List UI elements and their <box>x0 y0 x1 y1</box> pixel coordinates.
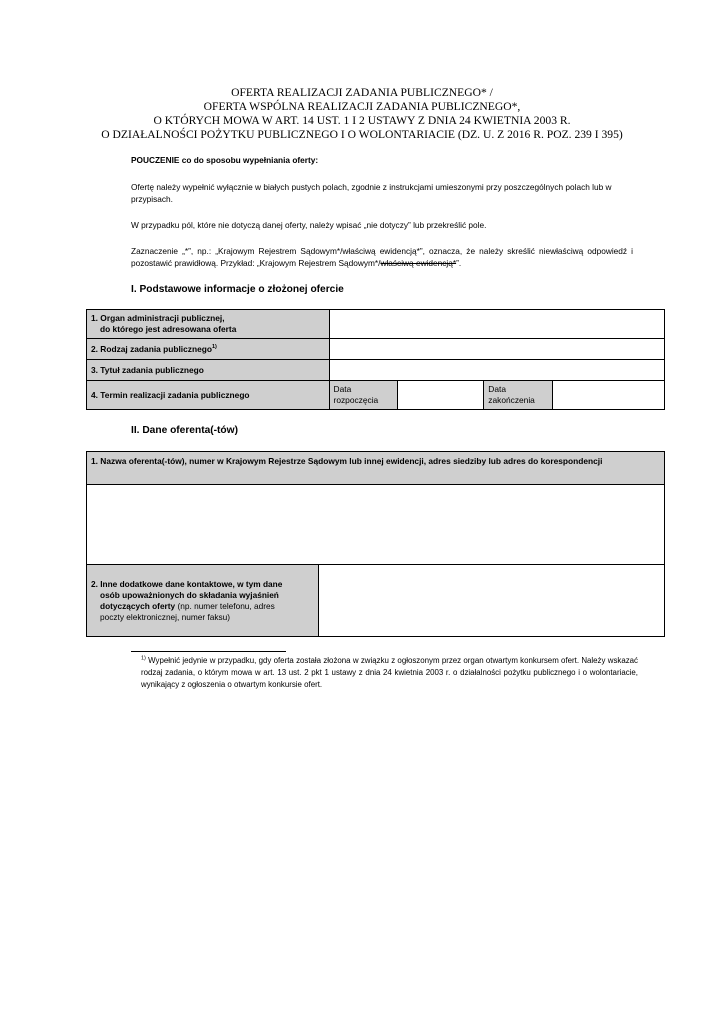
task-term-label: 4. Termin realizacji zadania publicznego <box>87 381 330 410</box>
footnote-1: $^{1)}$ Wypełnić jedynie w przypadku, gdy oferta została złożona w związku z ogłoszonym przez organ otwartym konkursem ofert. Należy wskazać rodzaj zadania, o którym mowa w art. 13 ust. 2 pkt 1 ustawy z dnia 24 kwietnia 2003 r. o działalności pożytku publicznego i o wolontariacie, wynikający z ogłoszenia o otwartym konkursie ofert. <box>141 655 638 689</box>
instructions-p3-start: Zaznaczenie „*”, np.: „Krajowym Rejestrem Sądowym*/właściwą ewidencją*”, oznacza, że należy skreślić niewłaściwą odpowiedź i pozostawić prawidłową. Przykład: „Krajowym Rejestrem Sądowym*/ <box>131 246 633 268</box>
instructions-p3-end: ”. <box>456 258 462 268</box>
task-type-label: 2. Rodzaj zadania publicznego$^{1)}$ <box>87 339 330 360</box>
instructions-heading: POUCZENIE co do sposobu wypełniania oferty: <box>131 155 319 165</box>
contact-data-field[interactable] <box>318 565 664 637</box>
title-line-1: OFERTA REALIZACJI ZADANIA PUBLICZNEGO* / <box>231 86 493 99</box>
footnote-separator <box>131 651 286 652</box>
start-date-field[interactable] <box>398 381 484 410</box>
instructions-paragraph-2: W przypadku pól, które nie dotyczą danej oferty, należy wpisać „nie dotyczy” lub przekreślić pole. <box>131 220 487 230</box>
section-2-title: II. Dane oferenta(-tów) <box>131 425 238 436</box>
section-1-title: I. Podstawowe informacje o złożonej ofercie <box>131 284 344 295</box>
offeror-name-label: 1. Nazwa oferenta(-tów), numer w Krajowym Rejestrze Sądowym lub innej ewidencji, adres siedziby lub adres do korespondencji <box>87 452 665 485</box>
instructions-paragraph-3 <box>131 245 633 269</box>
start-date-label: Data rozpoczęcia <box>329 381 398 410</box>
end-date-label: Data zakończenia <box>484 381 553 410</box>
footnote-ref-1: 1) <box>212 343 217 350</box>
basic-info-table <box>86 309 665 410</box>
offeror-data-table <box>86 451 665 637</box>
end-date-field[interactable] <box>553 381 665 410</box>
instructions-paragraph-1: Ofertę należy wypełnić wyłącznie w białych pustych polach, zgodnie z instrukcjami umieszonymi przy poszczególnych polach lub w przypisach. <box>131 182 612 204</box>
instructions-p3-strikethrough: właściwą ewidencją* <box>380 258 457 268</box>
title-line-2: OFERTA WSPÓLNA REALIZACJI ZADANIA PUBLICZNEGO*, <box>203 100 521 113</box>
contact-data-label: 2. Inne dodatkowe dane kontaktowe, w tym dane osób upoważnionych do składania wyjaśnień dotyczących oferty (np. numer telefonu, adres poczty elektronicznej, numer faksu) <box>87 565 319 637</box>
title-line-3: O KTÓRYCH MOWA W ART. 14 UST. 1 I 2 USTAWY Z DNIA 24 KWIETNIA 2003 R. <box>153 114 571 127</box>
organ-field[interactable] <box>329 310 664 339</box>
title-line-4: O DZIAŁALNOŚCI POŻYTKU PUBLICZNEGO I O WOLONTARIACIE (DZ. U. Z 2016 R. POZ. 239 I 395) <box>101 128 623 141</box>
organ-label: 1. Organ administracji publicznej, do którego jest adresowana oferta <box>87 310 330 339</box>
offeror-name-field[interactable] <box>87 485 665 565</box>
task-type-field[interactable] <box>329 339 664 360</box>
task-title-label: 3. Tytuł zadania publicznego <box>87 360 330 381</box>
document-title <box>60 86 664 142</box>
task-title-field[interactable] <box>329 360 664 381</box>
